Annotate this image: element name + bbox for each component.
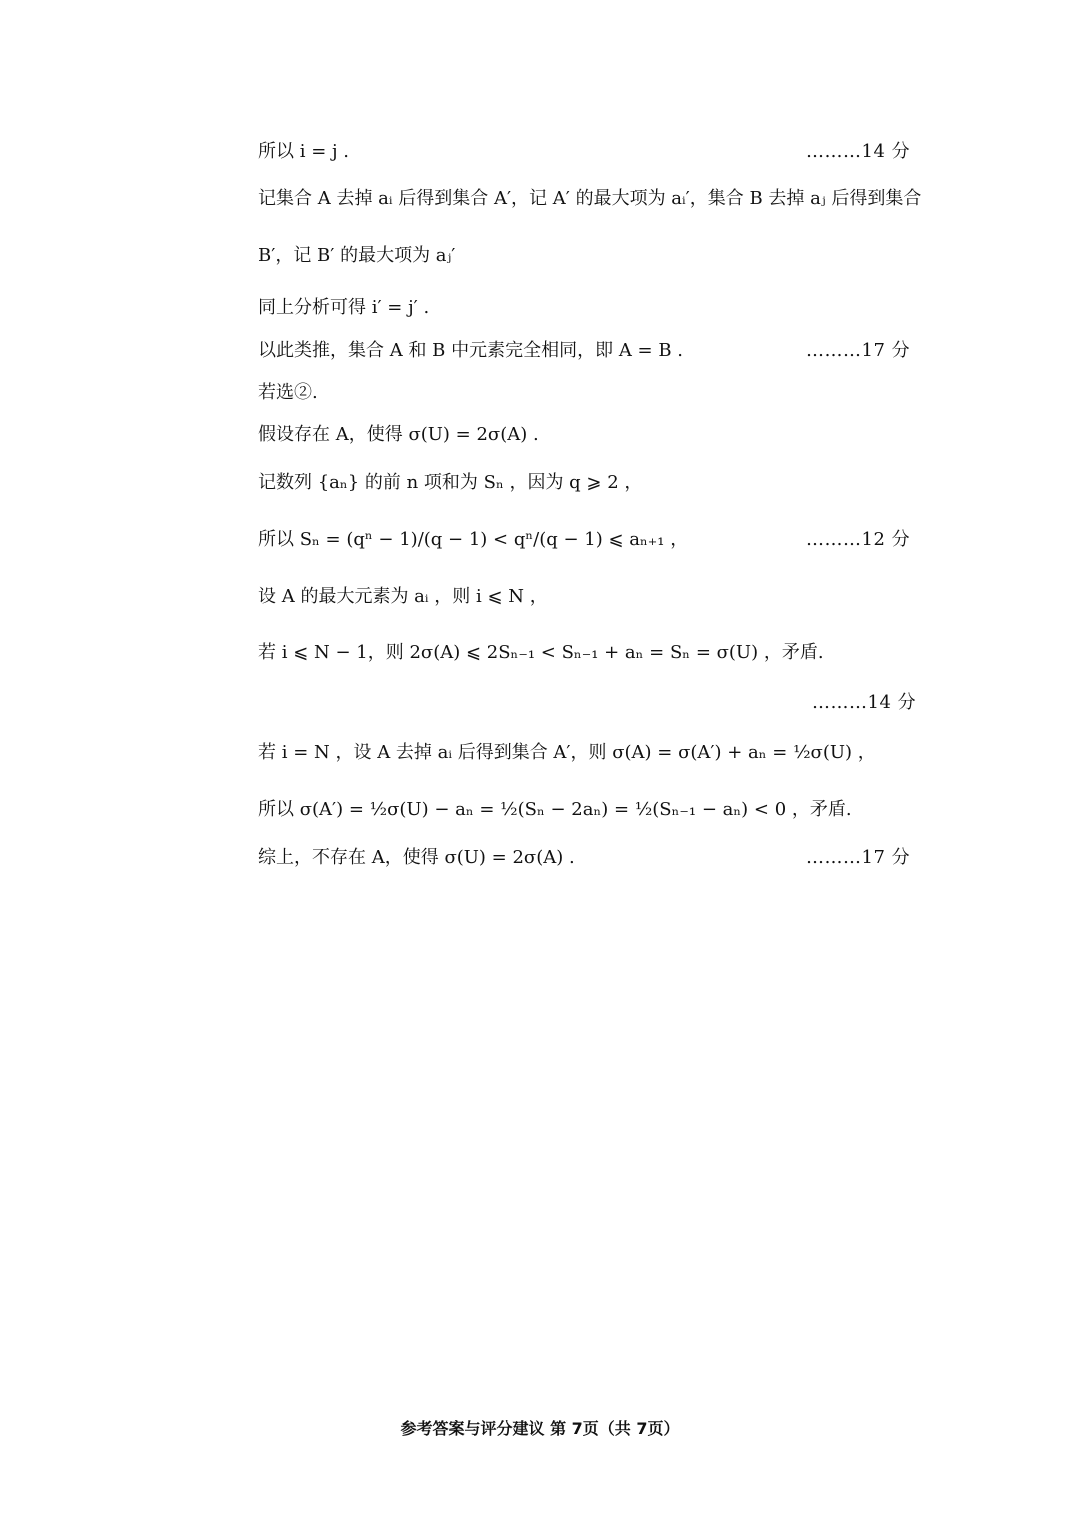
- text-line: 若 i = N ，设 A 去掉 aᵢ 后得到集合 A′，则 σ(A) = σ(A′) + aₙ = ½σ(U) ，: [258, 742, 876, 763]
- text-line: 假设存在 A，使得 σ(U) = 2σ(A) .: [258, 424, 539, 445]
- score-mark: ………14 分: [812, 692, 917, 713]
- text-line: 若选②.: [258, 382, 318, 403]
- text-line: 以此类推，集合 A 和 B 中元素完全相同，即 A = B .: [258, 340, 684, 361]
- text-line: 所以 Sₙ = (qⁿ − 1)/(q − 1) < qⁿ/(q − 1) ⩽ aₙ₊₁ ，: [258, 529, 689, 550]
- text-line: 若 i ⩽ N − 1，则 2σ(A) ⩽ 2Sₙ₋₁ < Sₙ₋₁ + aₙ = Sₙ = σ(U) ，矛盾.: [258, 642, 824, 663]
- text-line: B′，记 B′ 的最大项为 aⱼ′: [258, 245, 456, 266]
- score-mark: ………12 分: [806, 529, 911, 550]
- text-line: 所以 i = j .: [258, 141, 350, 162]
- text-line: 综上，不存在 A，使得 σ(U) = 2σ(A) .: [258, 847, 575, 868]
- text-line: 记集合 A 去掉 aᵢ 后得到集合 A′，记 A′ 的最大项为 aᵢ′，集合 B 去掉 aⱼ 后得到集合: [258, 188, 922, 209]
- text-line: 所以 σ(A′) = ½σ(U) − aₙ = ½(Sₙ − 2aₙ) = ½(Sₙ₋₁ − aₙ) < 0 ，矛盾.: [258, 799, 852, 820]
- score-mark: ………14 分: [806, 141, 911, 162]
- text-line: 同上分析可得 i′ = j′ .: [258, 297, 430, 318]
- score-mark: ………17 分: [806, 340, 911, 361]
- text-line: 记数列 {aₙ} 的前 n 项和为 Sₙ ，因为 q ⩾ 2 ，: [258, 472, 643, 493]
- text-line: 设 A 的最大元素为 aᵢ ，则 i ⩽ N ，: [258, 586, 548, 607]
- page-footer: 参考答案与评分建议 第 7页（共 7页）: [400, 1419, 680, 1438]
- score-mark: ………17 分: [806, 847, 911, 868]
